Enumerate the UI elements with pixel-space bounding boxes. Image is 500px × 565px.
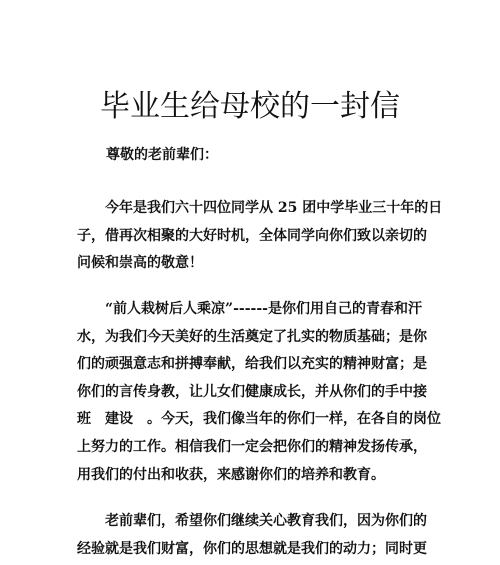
paragraph-line: 班 建设 。今天，我们像当年的你们一样，在各自的岗位 (77, 411, 441, 428)
paragraph-line: 们的顽强意志和拼搏奉献，给我们以充实的精神财富；是 (77, 356, 427, 373)
paragraph-line: 水，为我们今天美好的生活奠定了扎实的物质基础；是你 (77, 328, 427, 345)
paragraph-line: 问候和崇高的敬意！ (77, 255, 203, 272)
document-title: 毕业生给母校的一封信 (100, 89, 400, 124)
paragraph-3 (77, 508, 432, 563)
paragraph-2 (77, 296, 441, 489)
paragraph-line: 老前辈们，希望你们继续关心教育我们，因为你们的 (105, 513, 427, 529)
paragraph-line: “前人栽树后人乘凉”------是你们用自己的青春和汗 (105, 301, 422, 317)
paragraph-line: 你们的言传身教，让儿女们健康成长，并从你们的手中接 (77, 383, 427, 400)
paragraph-line: 上努力的工作。相信我们一定会把你们的精神发扬传承， (77, 438, 427, 455)
salutation: 尊敬的老前辈们： (106, 147, 218, 163)
paragraph-line: 子，借再次相聚的大好时机，全体同学向你们致以亲切的 (77, 227, 427, 244)
paragraph-line: 用我们的付出和收获，来感谢你们的培养和教育。 (77, 466, 385, 483)
paragraph-line: 经验就是我们财富，你们的思想就是我们的动力；同时更 (77, 540, 427, 557)
paragraph-line: 今年是我们六十四位同学从 25 团中学毕业三十年的日 (105, 200, 443, 216)
paragraph-1 (77, 195, 443, 278)
